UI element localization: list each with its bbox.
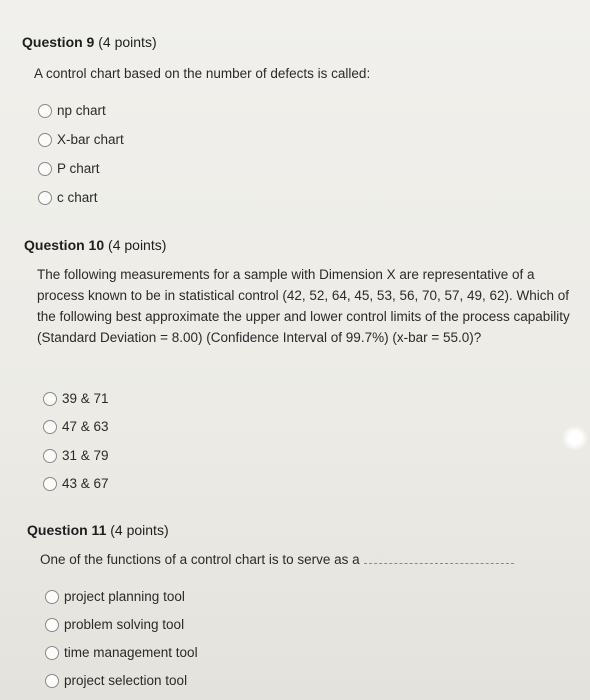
option-label: c chart bbox=[57, 190, 98, 205]
question-points: (4 points) bbox=[108, 237, 167, 253]
q9-option-4[interactable] bbox=[38, 190, 98, 205]
radio-button[interactable] bbox=[45, 618, 59, 632]
option-label: project planning tool bbox=[64, 589, 185, 604]
question-title-text: Question 10 bbox=[24, 237, 105, 253]
question-9-prompt: A control chart based on the number of defects is called: bbox=[34, 66, 371, 81]
q10-option-3[interactable] bbox=[43, 448, 109, 463]
q11-option-3[interactable] bbox=[45, 645, 198, 660]
question-11-prompt-text: One of the functions of a control chart is to serve as a bbox=[40, 552, 360, 567]
radio-button[interactable] bbox=[45, 590, 59, 604]
radio-button[interactable] bbox=[43, 477, 57, 491]
option-label: 43 & 67 bbox=[62, 476, 109, 491]
q9-option-2[interactable] bbox=[38, 132, 124, 147]
radio-button[interactable] bbox=[43, 449, 57, 463]
radio-button[interactable] bbox=[43, 420, 57, 434]
radio-button[interactable] bbox=[43, 392, 57, 406]
option-label: 47 & 63 bbox=[62, 419, 109, 434]
option-label: 31 & 79 bbox=[62, 448, 109, 463]
question-points: (4 points) bbox=[110, 522, 169, 538]
radio-button[interactable] bbox=[45, 646, 59, 660]
question-10-prompt: The following measurements for a sample with Dimension X are representative of a process known to be in statistical control (42, 52, 64, 45, 53, 56, 70, 57, 49, 62). Which of the following best approximate the upper and lower control limits of the process capability (Standard Deviation = 8.00) (Confidence Interval of 99.7%) (x-bar = 55.0)? bbox=[37, 267, 570, 345]
question-9-title bbox=[22, 34, 157, 50]
question-title-text: Question 11 bbox=[27, 522, 107, 538]
option-label: project selection tool bbox=[64, 673, 188, 688]
option-label: 39 & 71 bbox=[62, 391, 109, 406]
screen-glare bbox=[562, 426, 588, 450]
q11-option-1[interactable] bbox=[45, 589, 185, 604]
radio-button[interactable] bbox=[45, 674, 59, 688]
q9-option-1[interactable] bbox=[38, 103, 106, 118]
q10-option-1[interactable] bbox=[43, 391, 109, 406]
question-points: (4 points) bbox=[98, 34, 157, 50]
radio-button[interactable] bbox=[38, 162, 52, 176]
q9-option-3[interactable] bbox=[38, 161, 100, 176]
radio-button[interactable] bbox=[38, 133, 52, 147]
q11-option-2[interactable] bbox=[45, 617, 184, 632]
question-11-prompt bbox=[40, 549, 580, 570]
radio-button[interactable] bbox=[38, 191, 52, 205]
question-10-title bbox=[24, 237, 166, 253]
q10-option-2[interactable] bbox=[43, 419, 109, 434]
q11-option-4[interactable] bbox=[45, 673, 187, 688]
option-label: np chart bbox=[57, 103, 106, 118]
option-label: X-bar chart bbox=[57, 132, 124, 147]
option-label: P chart bbox=[57, 161, 100, 176]
answer-blank bbox=[364, 563, 514, 564]
question-title-text: Question 9 bbox=[22, 34, 95, 50]
question-11-title bbox=[27, 522, 169, 538]
option-label: problem solving tool bbox=[64, 617, 185, 632]
radio-button[interactable] bbox=[38, 104, 52, 118]
option-label: time management tool bbox=[64, 645, 198, 660]
q10-option-4[interactable] bbox=[43, 476, 109, 491]
